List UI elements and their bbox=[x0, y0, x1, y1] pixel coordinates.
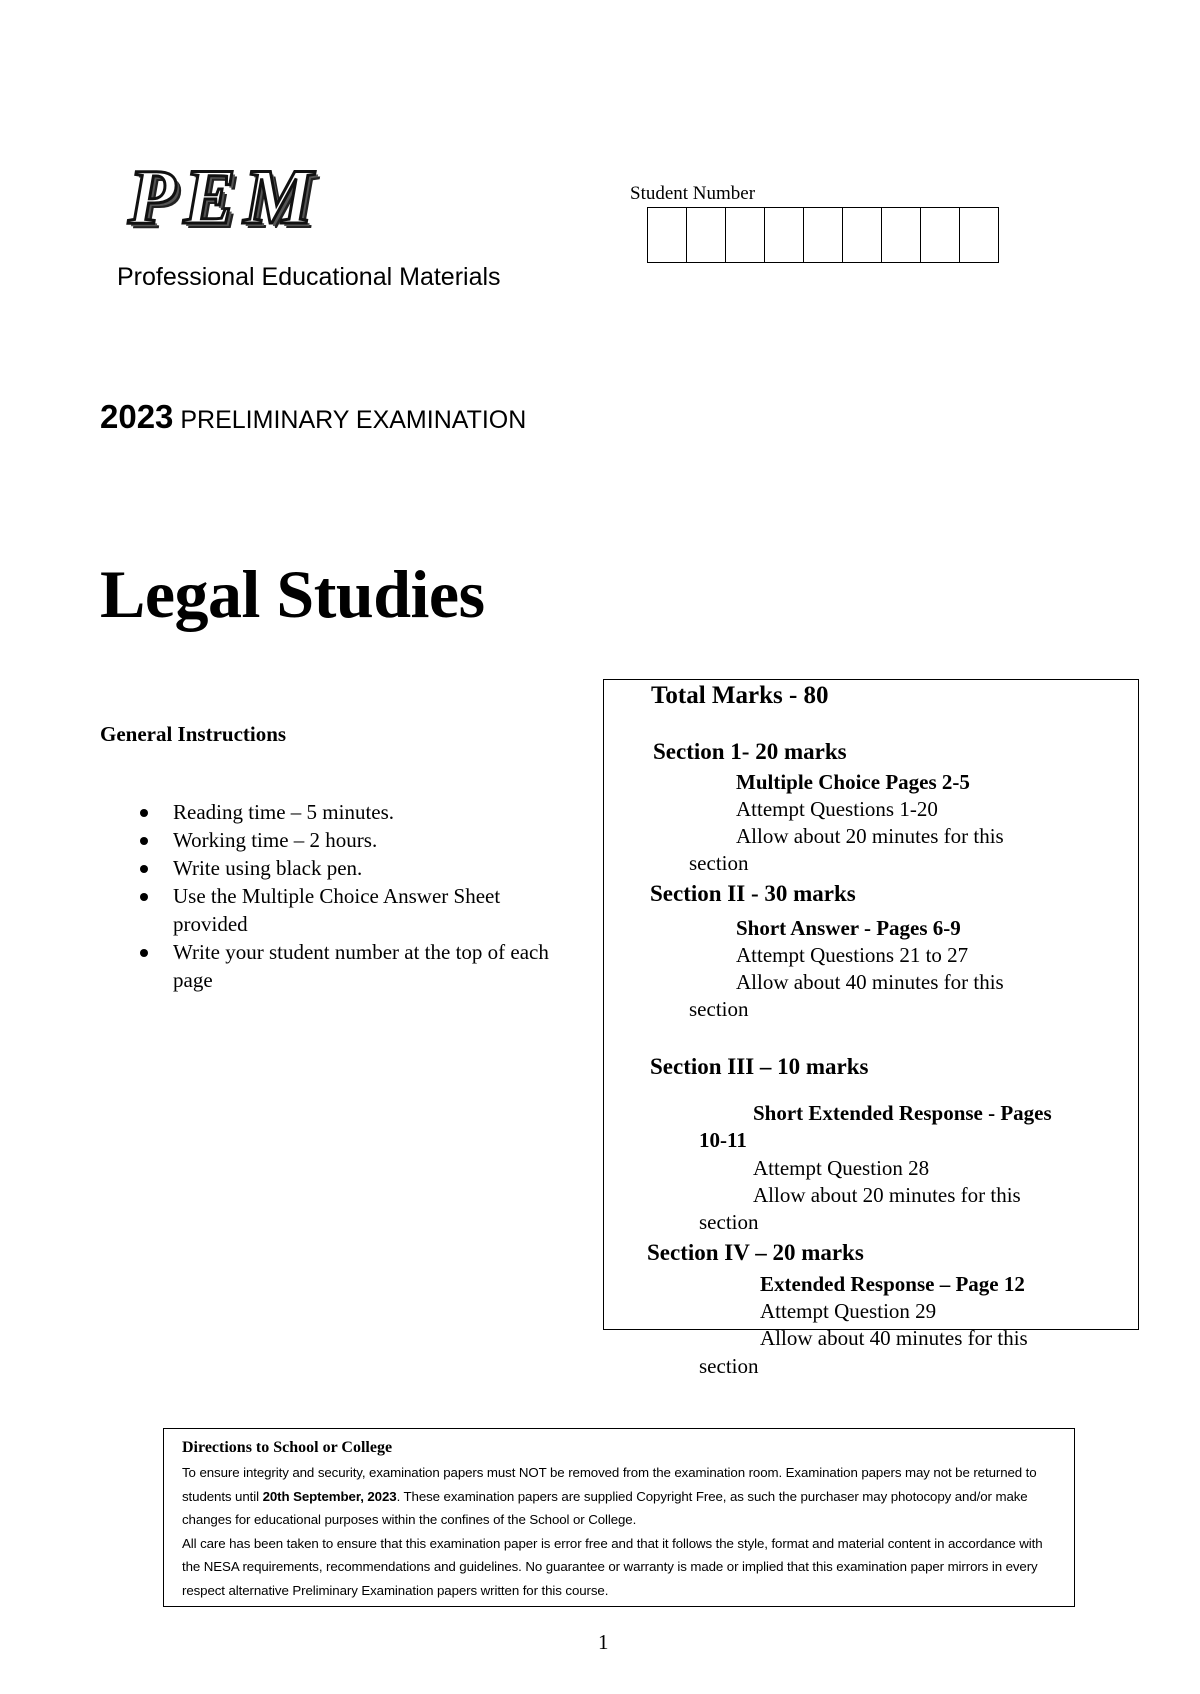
student-number-box[interactable] bbox=[648, 208, 687, 262]
return-date: 20th September, 2023 bbox=[262, 1488, 397, 1504]
bullet-icon bbox=[140, 837, 148, 845]
directions-title: Directions to School or College bbox=[182, 1439, 393, 1456]
bullet-icon bbox=[140, 865, 148, 873]
section-4-type: Extended Response – Page 12 bbox=[760, 1272, 1025, 1296]
student-number-boxes bbox=[647, 207, 999, 263]
general-instructions-heading: General Instructions bbox=[100, 722, 287, 746]
section-1-heading: Section 1- 20 marks bbox=[653, 739, 847, 764]
section-4-allow: Allow about 40 minutes for this bbox=[760, 1326, 1028, 1350]
instruction-text: Write using black pen. bbox=[173, 856, 363, 880]
student-number-label: Student Number bbox=[630, 183, 756, 204]
student-number-box[interactable] bbox=[843, 208, 882, 262]
instruction-text: Working time – 2 hours. bbox=[173, 828, 378, 852]
section-2-attempt: Attempt Questions 21 to 27 bbox=[736, 943, 969, 967]
section-4-attempt: Attempt Question 29 bbox=[760, 1299, 937, 1323]
list-item bbox=[138, 882, 568, 938]
section-3-type: Short Extended Response - Pages bbox=[753, 1101, 1052, 1125]
student-number-box[interactable] bbox=[804, 208, 843, 262]
section-4-allow-cont: section bbox=[699, 1354, 759, 1378]
instruction-text: Reading time – 5 minutes. bbox=[173, 800, 395, 824]
directions-text: . These examination papers are supplied Copyright Free, as such the purchaser may photocopy and/or make changes for educational purposes within the confines of the School or College. bbox=[182, 1488, 1028, 1527]
bullet-icon bbox=[140, 893, 148, 901]
section-2-allow-cont: section bbox=[689, 997, 749, 1021]
student-number-box[interactable] bbox=[726, 208, 765, 262]
student-number-box[interactable] bbox=[921, 208, 960, 262]
directions-paragraph-2: All care has been taken to ensure that this examination paper is error free and that it follows the style, format and material content in accordance with the NESA requirements, recommendations and guidelines. No guarantee or warranty is made or implied that this examination paper mirrors in every respect alternative Preliminary Examination papers written for this course. bbox=[182, 1535, 1043, 1598]
exam-year: 2023 bbox=[100, 398, 174, 435]
section-3-heading: Section III – 10 marks bbox=[650, 1054, 869, 1079]
student-number-box[interactable] bbox=[765, 208, 804, 262]
section-3-type-cont: 10-11 bbox=[699, 1128, 747, 1152]
general-instructions-list bbox=[138, 798, 568, 994]
section-3-allow-cont: section bbox=[699, 1210, 759, 1234]
exam-title-text: PRELIMINARY EXAMINATION bbox=[180, 406, 527, 434]
section-3-allow: Allow about 20 minutes for this bbox=[753, 1183, 1021, 1207]
exam-title bbox=[100, 398, 526, 436]
subject-title: Legal Studies bbox=[100, 556, 485, 632]
section-1-type: Multiple Choice Pages 2-5 bbox=[736, 770, 970, 794]
student-number-box[interactable] bbox=[687, 208, 726, 262]
section-2-heading: Section II - 30 marks bbox=[650, 881, 856, 906]
pem-logo: PEM bbox=[128, 153, 322, 240]
student-number-box[interactable] bbox=[960, 208, 998, 262]
section-1-attempt: Attempt Questions 1-20 bbox=[736, 797, 938, 821]
instruction-text: Use the Multiple Choice Answer Sheet provided bbox=[173, 884, 501, 936]
page-number: 1 bbox=[598, 1630, 609, 1654]
section-1-allow-cont: section bbox=[689, 851, 749, 875]
publisher-tagline: Professional Educational Materials bbox=[117, 263, 501, 291]
section-2-allow: Allow about 40 minutes for this bbox=[736, 970, 1004, 994]
list-item bbox=[138, 938, 568, 994]
directions-paragraph-1 bbox=[182, 1461, 1058, 1532]
section-2-type: Short Answer - Pages 6-9 bbox=[736, 916, 961, 940]
student-number-box[interactable] bbox=[882, 208, 921, 262]
section-1-allow: Allow about 20 minutes for this bbox=[736, 824, 1004, 848]
instruction-text: Write your student number at the top of each page bbox=[173, 940, 549, 992]
list-item bbox=[138, 798, 568, 826]
list-item bbox=[138, 826, 568, 854]
total-marks: Total Marks - 80 bbox=[651, 682, 829, 709]
directions-box bbox=[163, 1428, 1075, 1607]
section-3-attempt: Attempt Question 28 bbox=[753, 1156, 930, 1180]
section-4-heading: Section IV – 20 marks bbox=[647, 1240, 864, 1265]
bullet-icon bbox=[140, 809, 148, 817]
bullet-icon bbox=[140, 949, 148, 957]
list-item bbox=[138, 854, 568, 882]
directions-text: To ensure integrity and security, examination papers must NOT be removed from the examination room. Examination papers may not be returned to students until bbox=[182, 1465, 1037, 1504]
